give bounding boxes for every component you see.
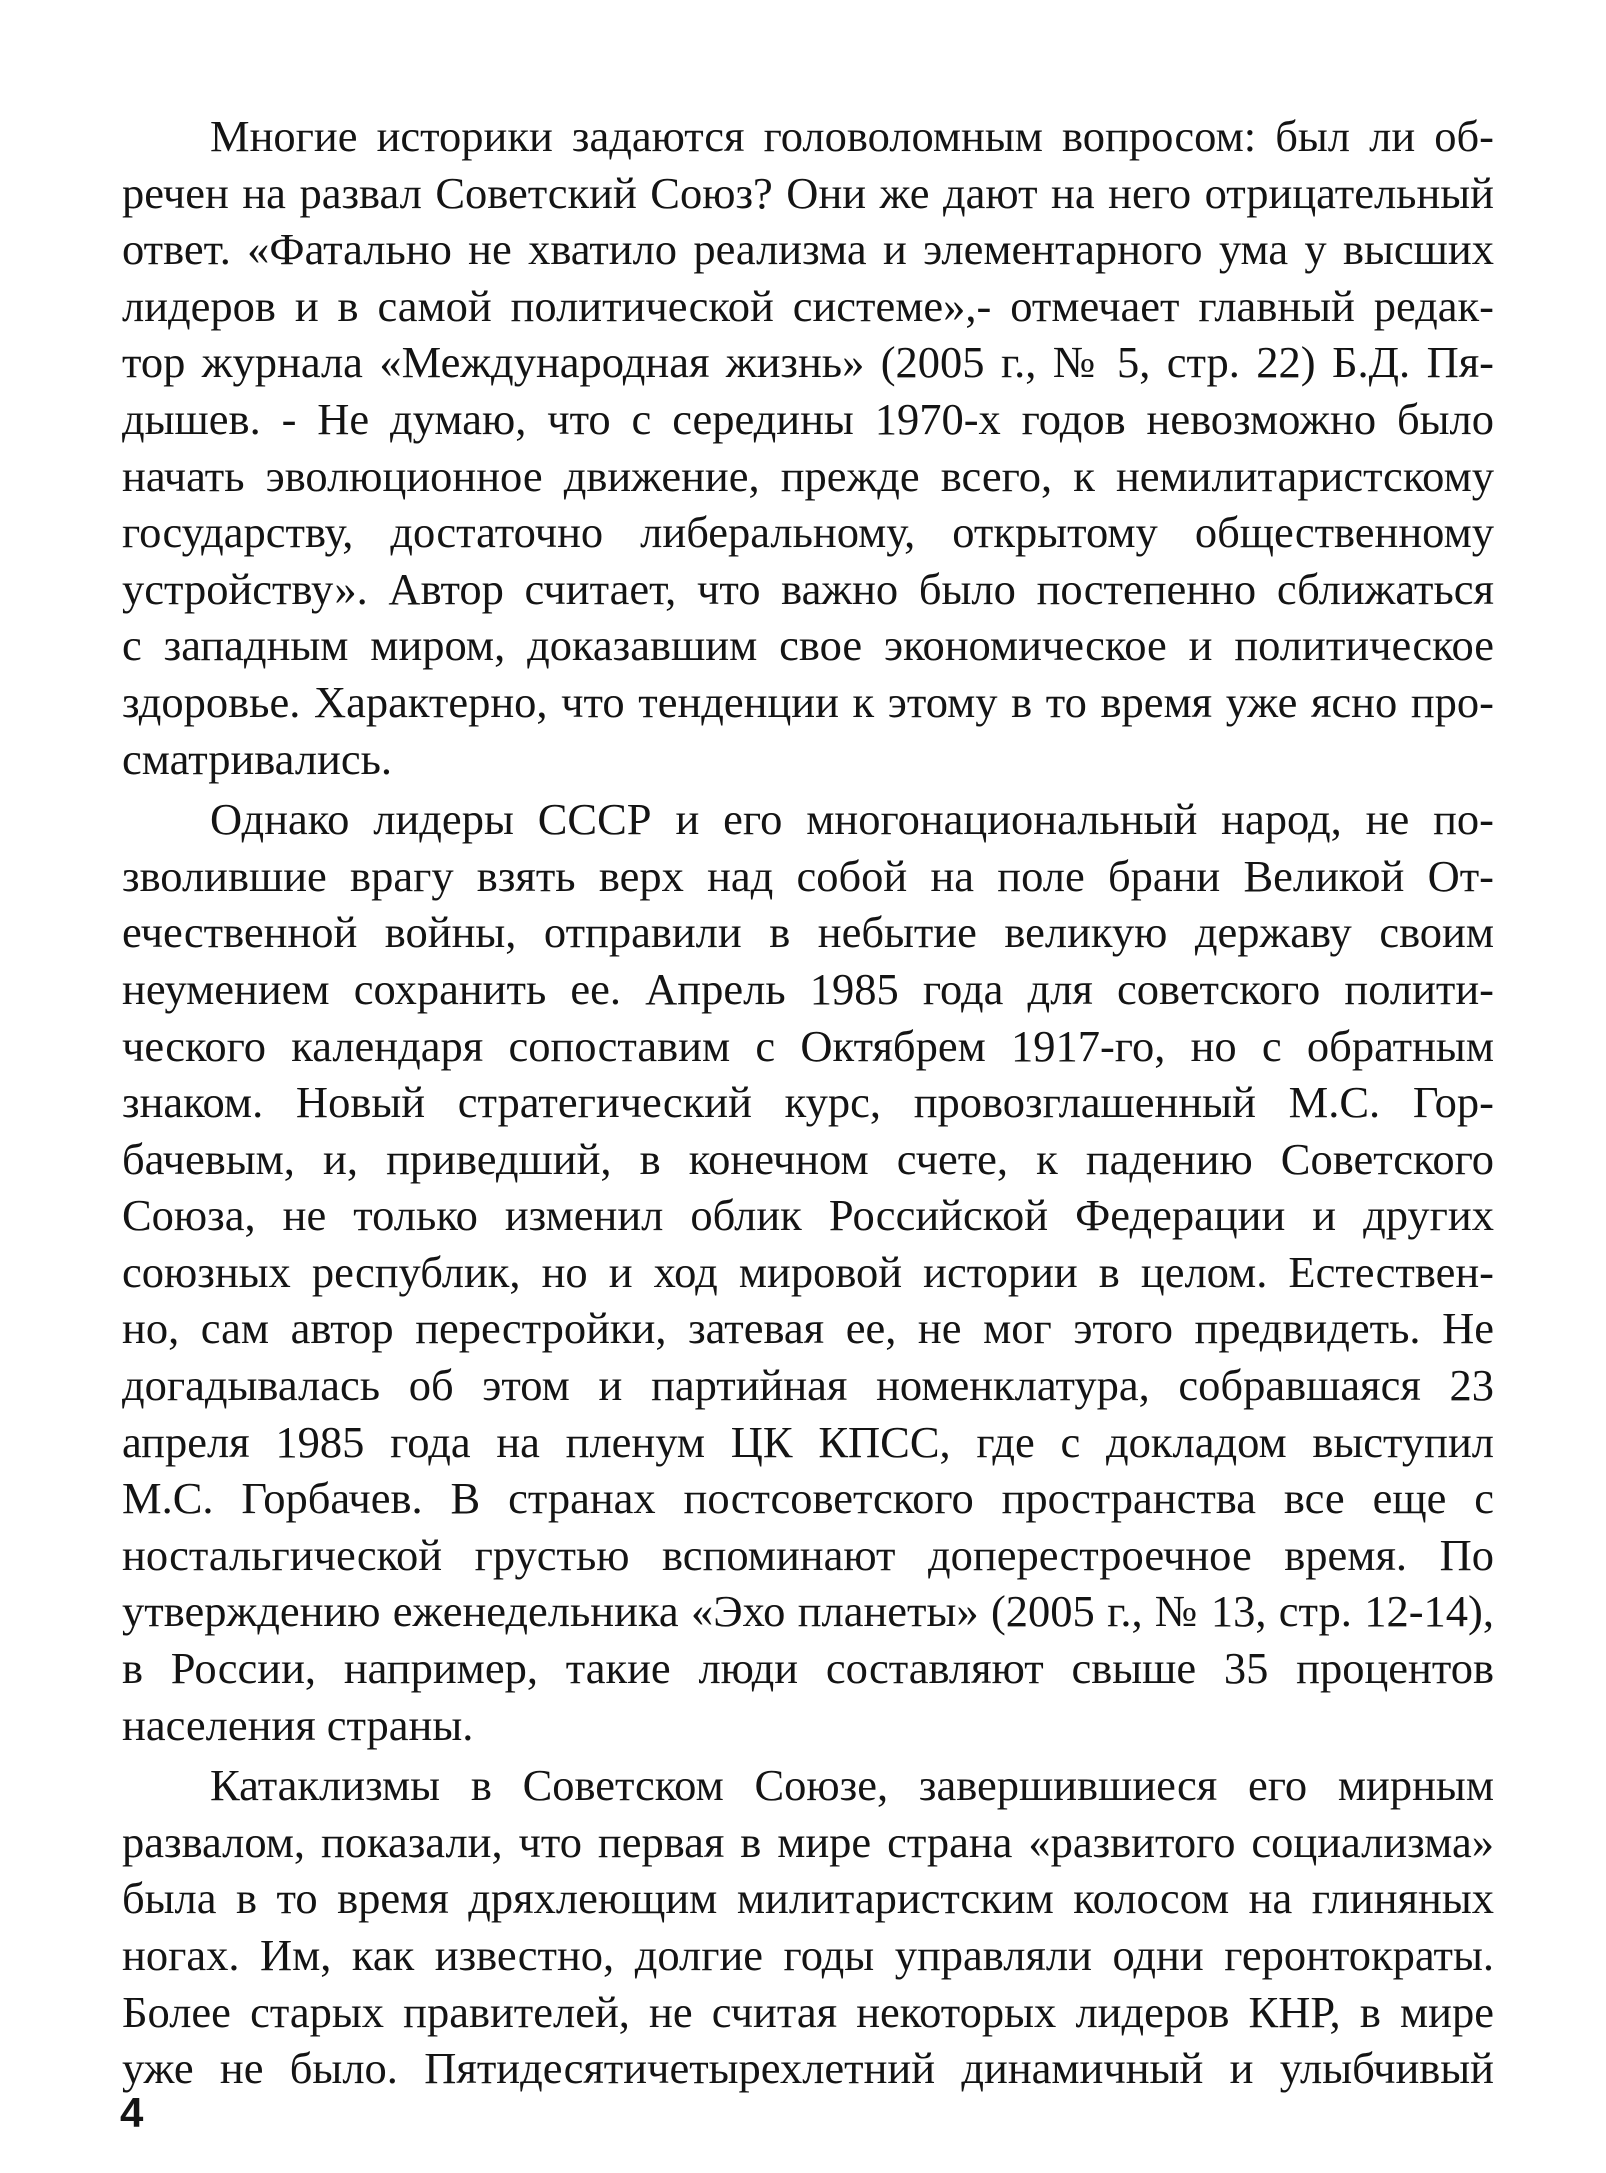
text-line: догадывалась об этом и партийная номенклатура, собравшаяся 23 xyxy=(122,1360,1494,1411)
text-line: населения страны. xyxy=(122,1699,474,1750)
text-line: речен на развал Советский Союз? Они же дают на него отрицательный xyxy=(122,167,1494,218)
text-line: ногах. Им, как известно, долгие годы управляли одни геронтократы. xyxy=(122,1930,1494,1980)
text-line: Катаклизмы в Советском Союзе, завершившиеся его мирным xyxy=(210,1760,1494,1811)
text-line: ечественной войны, отправили в небытие великую державу своим xyxy=(122,907,1494,958)
text-line: лидеров и в самой политической системе»,- отмечает главный редак- xyxy=(122,280,1494,331)
text-line: тор журнала «Международная жизнь» (2005 г., № 5, стр. 22) Б.Д. Пя- xyxy=(122,337,1494,388)
text-line: Более старых правителей, не считая некоторых лидеров КНР, в мире xyxy=(122,1986,1494,2037)
body-text xyxy=(122,108,1494,2101)
text-line: ностальгической грустью вспоминают доперестроечное время. По xyxy=(122,1529,1494,1580)
text-line: но, сам автор перестройки, затевая ее, не мог этого предвидеть. Не xyxy=(122,1303,1494,1354)
text-line: апреля 1985 года на пленум ЦК КПСС, где с докладом выступил xyxy=(122,1416,1494,1467)
text-line: М.С. Горбачев. В странах постсоветского пространства все еще с xyxy=(122,1473,1494,1524)
text-line: Многие историки задаются головоломным вопросом: был ли об- xyxy=(210,111,1494,161)
text-line: развалом, показали, что первая в мире страна «развитого социализма» xyxy=(122,1816,1494,1867)
paragraph-3 xyxy=(122,1757,1494,2097)
text-line: союзных республик, но и ход мировой истории в целом. Естествен- xyxy=(122,1246,1494,1297)
text-line: ответ. «Фатально не хватило реализма и элементарного ума у высших xyxy=(122,224,1494,275)
text-line: знаком. Новый стратегический курс, провозглашенный М.С. Гор- xyxy=(122,1077,1494,1128)
text-line: уже не было. Пятидесятичетырехлетний динамичный и улыбчивый xyxy=(122,2043,1494,2094)
text-line: начать эволюционное движение, прежде всего, к немилитаристскому xyxy=(122,450,1494,501)
text-line: ческого календаря сопоставим с Октябрем 1917-го, но с обратным xyxy=(122,1020,1494,1071)
text-line: с западным миром, доказавшим свое экономическое и политическое xyxy=(122,620,1494,671)
paragraph-1 xyxy=(122,108,1494,787)
text-line: утверждению еженедельника «Эхо планеты» (2005 г., № 13, стр. 12-14), xyxy=(122,1586,1494,1637)
text-line: устройству». Автор считает, что важно было постепенно сближаться xyxy=(122,563,1494,614)
text-line: сматривались. xyxy=(122,733,393,784)
text-line: государству, достаточно либеральному, открытому общественному xyxy=(122,507,1494,558)
text-line: здоровье. Характерно, что тенденции к этому в то время уже ясно про- xyxy=(122,676,1494,727)
text-line: дышев. - Не думаю, что с середины 1970-х годов невозможно было xyxy=(122,393,1494,444)
text-line: бачевым, и, приведший, в конечном счете, к падению Советского xyxy=(122,1133,1494,1184)
text-line: в России, например, такие люди составляют свыше 35 процентов xyxy=(122,1643,1494,1694)
text-line: была в то время дряхлеющим милитаристским колосом на глиняных xyxy=(122,1873,1494,1924)
text-line: зволившие врагу взять верх над собой на поле брани Великой От- xyxy=(122,850,1494,901)
paragraph-2 xyxy=(122,791,1494,1753)
text-line: Союза, не только изменил облик Российской Федерации и других xyxy=(122,1190,1494,1241)
page-number: 4 xyxy=(120,2089,144,2136)
text-line: неумением сохранить ее. Апрель 1985 года для советского полити- xyxy=(122,963,1494,1014)
text-line: Однако лидеры СССР и его многонациональный народ, не по- xyxy=(210,794,1494,845)
